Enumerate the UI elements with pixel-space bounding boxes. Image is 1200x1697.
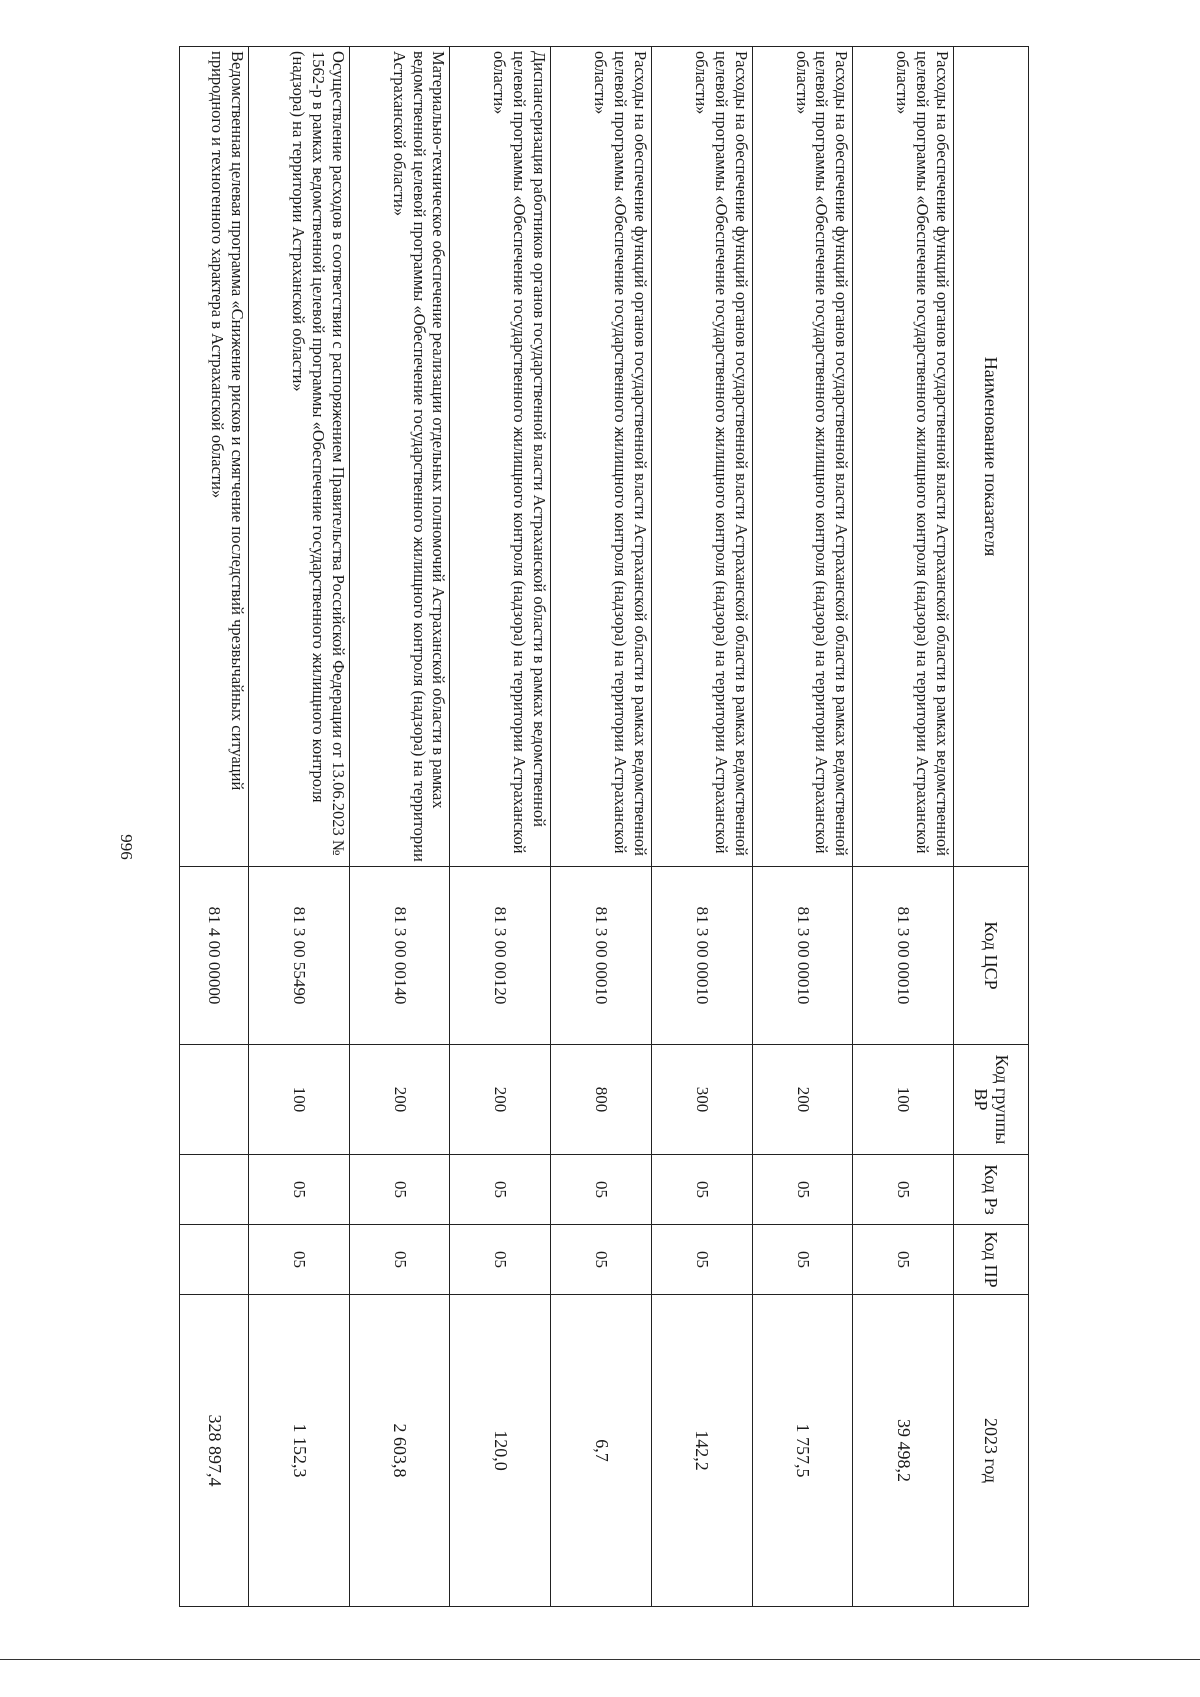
row-value: 142,2: [651, 1295, 752, 1607]
table-row: [551, 47, 652, 1607]
row-pr: 05: [450, 1225, 551, 1295]
row-rz: 05: [450, 1155, 551, 1225]
row-name: Расходы на обеспечение функций органов государственной власти Астраханской области в рамках ведомственной целевой программы «Обеспечение государственного жилищного контроля (надзора) на территории Астраханской области»: [752, 47, 853, 867]
scan-edge-line: [0, 1659, 1200, 1660]
header-vr: Код группы ВР: [954, 1045, 1029, 1155]
row-name: Расходы на обеспечение функций органов государственной власти Астраханской области в рамках ведомственной целевой программы «Обеспечение государственного жилищного контроля (надзора) на территории Астраханской области»: [853, 47, 954, 867]
row-vr: 100: [248, 1045, 349, 1155]
row-pr: 05: [752, 1225, 853, 1295]
row-vr: 200: [349, 1045, 450, 1155]
row-name: Осуществление расходов в соответствии с распоряжением Правительства Российской Федерации от 13.06.2023 № 1562-р в рамках ведомственной целевой программы «Обеспечение государственного жилищного контроля (надзора) на территории Астраханской области»: [248, 47, 349, 867]
table-row: [349, 47, 450, 1607]
row-value: 6,7: [551, 1295, 652, 1607]
row-pr: 05: [349, 1225, 450, 1295]
row-rz: [180, 1155, 249, 1225]
row-name: Расходы на обеспечение функций органов государственной власти Астраханской области в рамках ведомственной целевой программы «Обеспечение государственного жилищного контроля (надзора) на территории Астраханской области»: [651, 47, 752, 867]
row-pr: 05: [551, 1225, 652, 1295]
header-csr: Код ЦСР: [954, 867, 1029, 1045]
row-value: 1 152,3: [248, 1295, 349, 1607]
row-rz: 05: [551, 1155, 652, 1225]
row-value: 120,0: [450, 1295, 551, 1607]
row-value: 1 757,5: [752, 1295, 853, 1607]
row-pr: 05: [853, 1225, 954, 1295]
row-csr: 81 3 00 55490: [248, 867, 349, 1045]
header-rz: Код Рз: [954, 1155, 1029, 1225]
row-name: Расходы на обеспечение функций органов государственной власти Астраханской области в рамках ведомственной целевой программы «Обеспечение государственного жилищного контроля (надзора) на территории Астраханской области»: [551, 47, 652, 867]
row-csr: 81 3 00 00120: [450, 867, 551, 1045]
row-vr: 800: [551, 1045, 652, 1155]
row-csr: 81 3 00 00010: [551, 867, 652, 1045]
row-csr: 81 3 00 00010: [651, 867, 752, 1045]
header-name: Наименование показателя: [954, 47, 1029, 867]
table-row: [752, 47, 853, 1607]
row-rz: 05: [349, 1155, 450, 1225]
table-row: [450, 47, 551, 1607]
row-value: 39 498,2: [853, 1295, 954, 1607]
page-number: 996: [117, 834, 136, 860]
row-name: Материально-техническое обеспечение реализации отдельных полномочий Астраханской области в рамках ведомственной целевой программы «Обеспечение государственного жилищного контроля (надзора) на территории Астраханской области»: [349, 47, 450, 867]
row-rz: 05: [752, 1155, 853, 1225]
row-vr: 300: [651, 1045, 752, 1155]
table-header-row: [954, 47, 1029, 1607]
row-value: 2 603,8: [349, 1295, 450, 1607]
row-rz: 05: [248, 1155, 349, 1225]
row-pr: [180, 1225, 249, 1295]
row-value: 328 897,4: [180, 1295, 249, 1607]
row-vr: 100: [853, 1045, 954, 1155]
row-vr: 200: [752, 1045, 853, 1155]
row-vr: 200: [450, 1045, 551, 1155]
budget-table-rotated: [179, 46, 1029, 1606]
header-pr: Код ПР: [954, 1225, 1029, 1295]
header-year: 2023 год: [954, 1295, 1029, 1607]
row-pr: 05: [248, 1225, 349, 1295]
row-csr: 81 3 00 00010: [752, 867, 853, 1045]
row-csr: 81 3 00 00140: [349, 867, 450, 1045]
table-row: [248, 47, 349, 1607]
row-name: Ведомственная целевая программа «Снижение рисков и смягчение последствий чрезвычайных ситуаций природного и техногенного характера в Астраханской области»: [180, 47, 249, 867]
row-csr: 81 4 00 00000: [180, 867, 249, 1045]
table-row: [853, 47, 954, 1607]
table-row: [651, 47, 752, 1607]
table-row: [180, 47, 249, 1607]
row-name: Диспансеризация работников органов государственной власти Астраханской области в рамках ведомственной целевой программы «Обеспечение государственного жилищного контроля (надзора) на территории Астраханской области»: [450, 47, 551, 867]
row-pr: 05: [651, 1225, 752, 1295]
row-vr: [180, 1045, 249, 1155]
row-rz: 05: [853, 1155, 954, 1225]
budget-table: [179, 46, 1029, 1607]
row-csr: 81 3 00 00010: [853, 867, 954, 1045]
row-rz: 05: [651, 1155, 752, 1225]
